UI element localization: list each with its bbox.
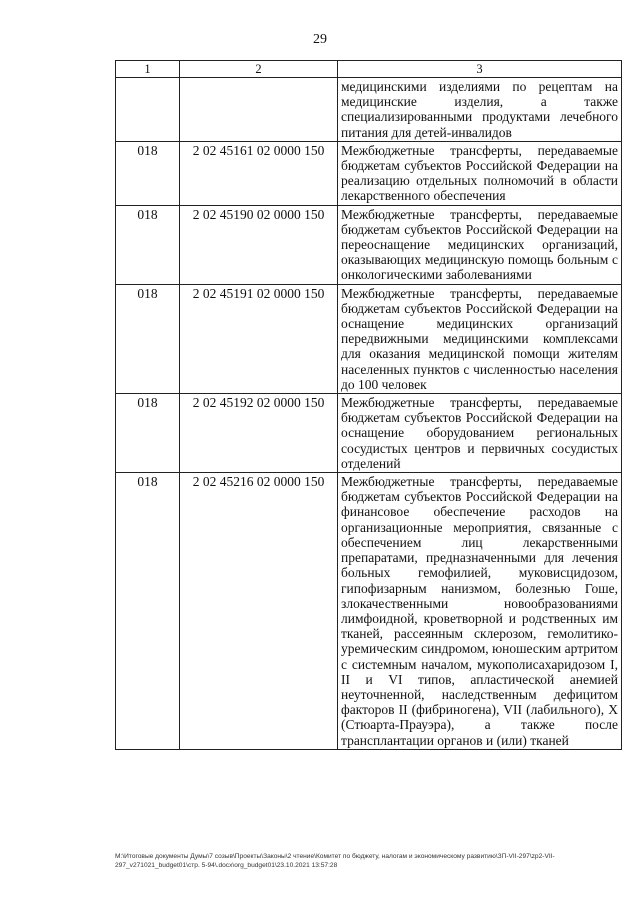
description-cell: Межбюджетные трансферты, передаваемые бюджетам субъектов Российской Федерации на переоснащение медицинских организаций, оказывающих медицинскую помощь больным с онкологическими заболеваниями	[338, 205, 622, 284]
page-number: 29	[313, 32, 327, 47]
table-header-row	[116, 61, 622, 78]
revenue-code-cell: 2 02 45216 02 0000 150	[180, 473, 338, 750]
description-cell: Межбюджетные трансферты, передаваемые бюджетам субъектов Российской Федерации на реализацию отдельных полномочий в области лекарственного обеспечения	[338, 141, 622, 205]
footer-path-line-1: M:\Итоговые документы Думы\7 созыв\Проекты\Законы\2 чтение\Комитет по бюджету, налогам и экономическому развитию\ЗП-VII-297\zp2-VII-	[115, 853, 555, 860]
revenue-code-cell: 2 02 45192 02 0000 150	[180, 394, 338, 473]
revenue-code-cell: 2 02 45161 02 0000 150	[180, 141, 338, 205]
revenue-code-cell	[180, 78, 338, 142]
header-col-1: 1	[116, 61, 180, 78]
admin-code-cell: 018	[116, 205, 180, 284]
admin-code-cell: 018	[116, 394, 180, 473]
admin-code-cell: 018	[116, 284, 180, 393]
table-row	[116, 141, 622, 205]
table-row	[116, 205, 622, 284]
admin-code-cell: 018	[116, 141, 180, 205]
revenue-code-cell: 2 02 45190 02 0000 150	[180, 205, 338, 284]
description-cell: Межбюджетные трансферты, передаваемые бюджетам субъектов Российской Федерации на оснащение медицинских организаций передвижными медицинскими комплексами для оказания медицинской помощи жителям населенных пунктов с численностью населения до 100 человек	[338, 284, 622, 393]
revenue-code-cell: 2 02 45191 02 0000 150	[180, 284, 338, 393]
table-row	[116, 78, 622, 142]
description-cell: Межбюджетные трансферты, передаваемые бюджетам субъектов Российской Федерации на финансовое обеспечение расходов на организационные мероприятия, связанные с обеспечением лиц лекарственными препаратами, предназначенными для лечения больных гемофилией, муковисцидозом, гипофизарным нанизмом, болезнью Гоше, злокачественными новообразованиями лимфоидной, кроветворной и родственных им тканей, рассеянным склерозом, гемолитико-уремическим синдромом, юношеским артритом с системным началом, мукополисахаридозом I, II и VI типов, апластической анемией неуточненной, наследственным дефицитом факторов II (фибриногена), VII (лабильного), X (Стюарта-Прауэра), а также после трансплантации органов и (или) тканей	[338, 473, 622, 750]
table-row	[116, 473, 622, 750]
table-row	[116, 284, 622, 393]
document-path-footer	[115, 852, 625, 870]
header-col-3: 3	[338, 61, 622, 78]
admin-code-cell: 018	[116, 473, 180, 750]
description-cell: Межбюджетные трансферты, передаваемые бюджетам субъектов Российской Федерации на оснащение оборудованием региональных сосудистых центров и первичных сосудистых отделений	[338, 394, 622, 473]
header-col-2: 2	[180, 61, 338, 78]
admin-code-cell	[116, 78, 180, 142]
table-row	[116, 394, 622, 473]
budget-classification-table	[115, 60, 622, 750]
footer-path-line-2: 297_v271021_budget01\стр. 5-94\.docx\org_budget01\23.10.2021 13:57:28	[115, 862, 338, 869]
description-cell: медицинскими изделиями по рецептам на медицинские изделия, а также специализированными продуктами лечебного питания для детей-инвалидов	[338, 78, 622, 142]
